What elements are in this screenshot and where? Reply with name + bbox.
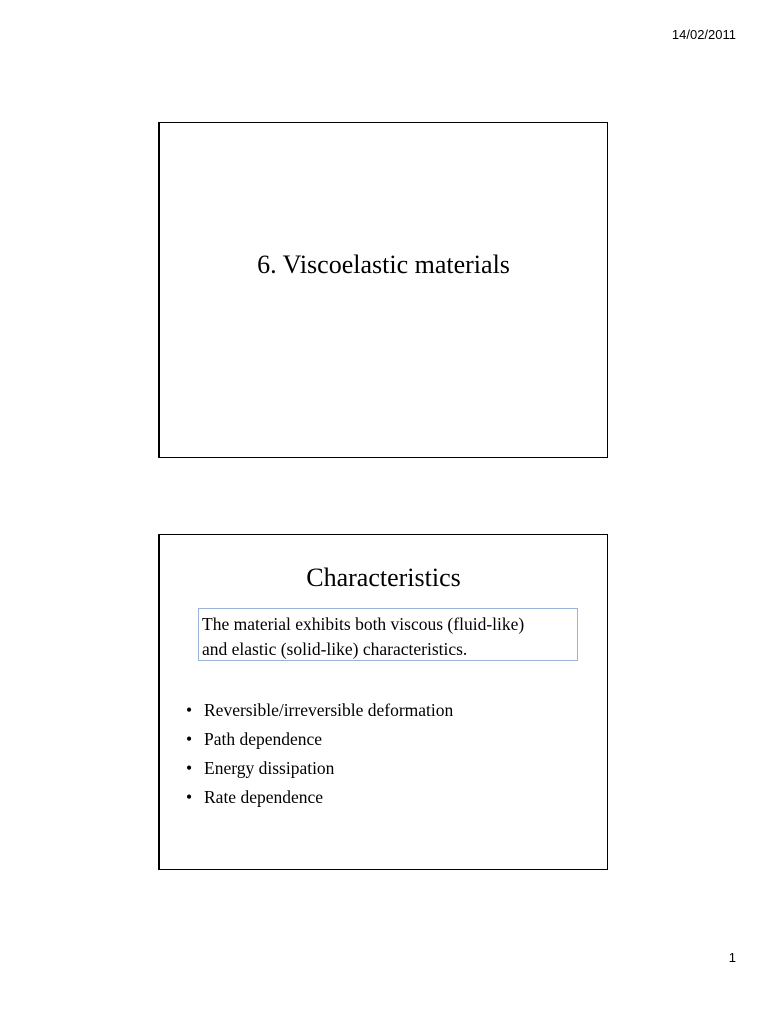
bullet-list	[186, 696, 453, 812]
list-item-text: Path dependence	[204, 729, 323, 749]
bullet-icon: •	[186, 758, 193, 778]
slide-2	[158, 534, 608, 870]
page-date: 14/02/2011	[671, 27, 736, 42]
slide-title: 6. Viscoelastic materials	[257, 250, 510, 279]
list-item	[186, 725, 453, 754]
slide-heading: Characteristics	[306, 563, 461, 592]
definition-box	[198, 608, 578, 661]
list-item	[186, 754, 453, 783]
list-item-text: Reversible/irreversible deformation	[204, 700, 454, 720]
definition-line: and elastic (solid-like) characteristics.	[202, 639, 468, 659]
bullet-icon: •	[186, 787, 193, 807]
list-item	[186, 783, 453, 812]
list-item-text: Rate dependence	[204, 787, 324, 807]
bullet-icon: •	[186, 729, 193, 749]
bullet-icon: •	[186, 700, 193, 720]
slide-1	[158, 122, 608, 458]
list-item	[186, 696, 453, 725]
page-number: 1	[728, 950, 736, 965]
list-item-text: Energy dissipation	[204, 758, 335, 778]
definition-line: The material exhibits both viscous (fluid-like)	[202, 614, 525, 634]
